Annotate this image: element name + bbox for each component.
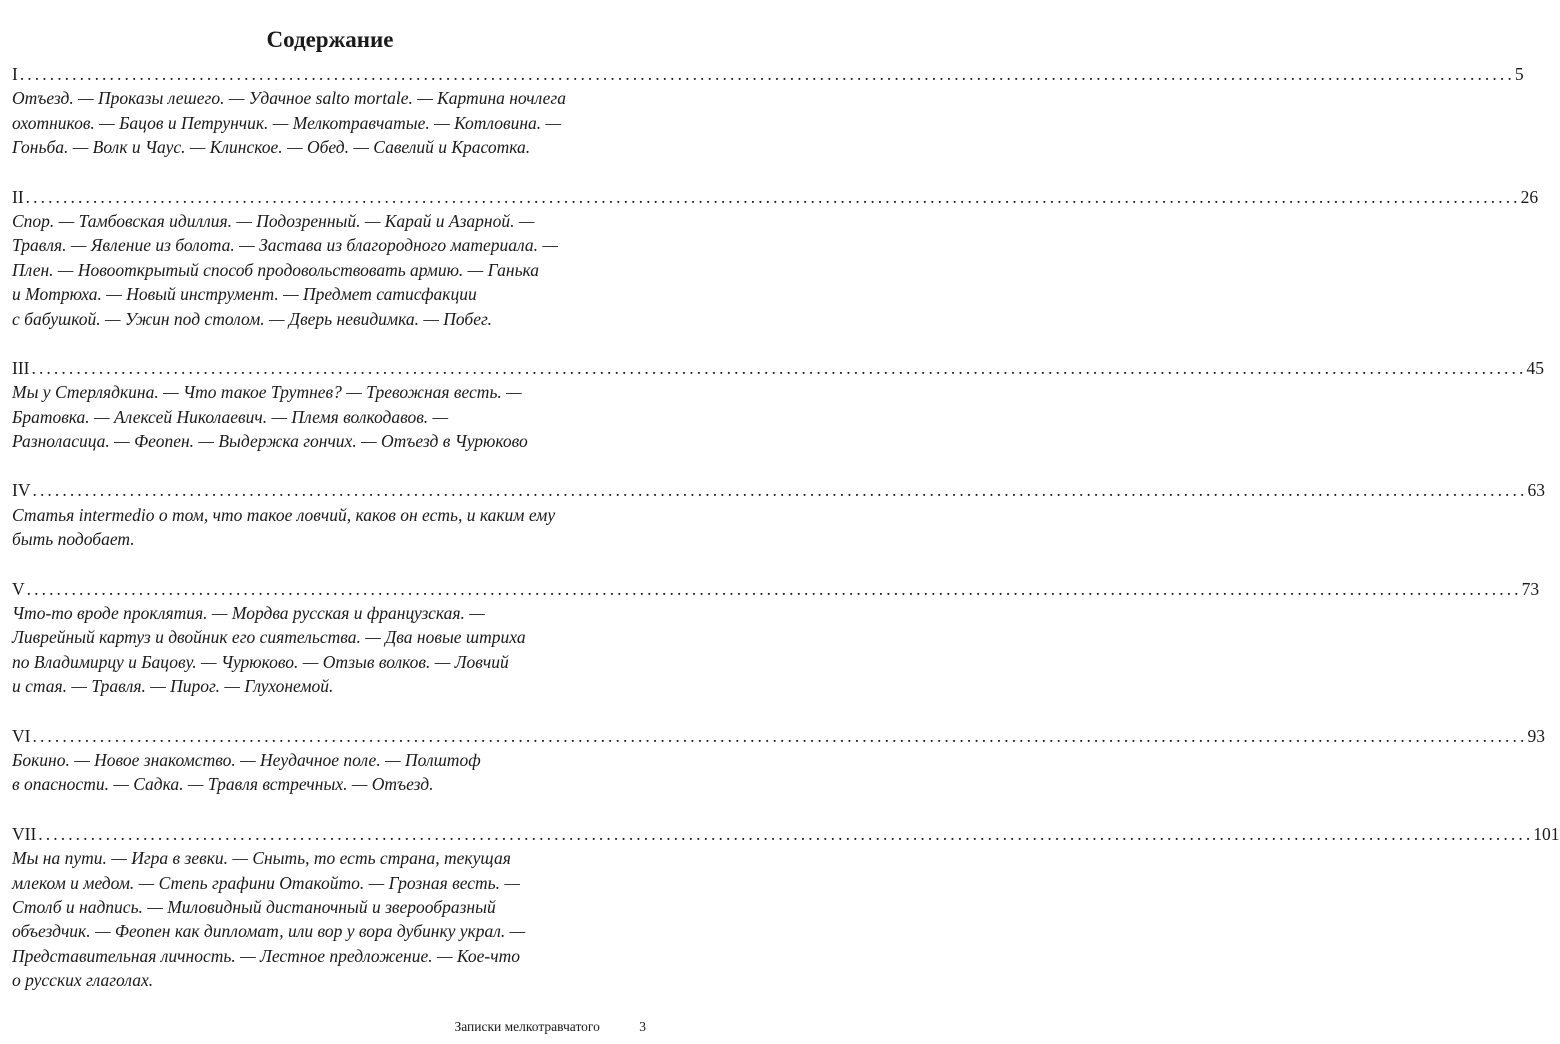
toc-entry-heading [12, 724, 1545, 748]
chapter-page-number: 63 [1527, 480, 1545, 501]
chapter-number: VI [12, 725, 31, 746]
toc-entry-heading [12, 62, 1524, 86]
dot-leader: ........................................................................................................................................................................................................ [38, 823, 1534, 844]
chapter-summary-line: млеком и медом. — Степь графини Отакойто. — Грозная весть. — [12, 872, 520, 893]
chapter-summary-line: о русских глаголах. [12, 970, 154, 991]
toc-entry [12, 478, 1545, 551]
page-title: Содержание [266, 27, 394, 53]
toc-entry [12, 577, 1540, 699]
toc-entry [12, 822, 1560, 993]
toc-entry [12, 185, 1539, 331]
chapter-summary-line: Мы на пути. — Игра в зевки. — Сныть, то есть страна, текущая [12, 848, 511, 869]
chapter-summary-line: Спор. — Тамбовская идиллия. — Подозренный. — Карай и Азарной. — [12, 210, 535, 231]
toc-entry-heading [12, 822, 1560, 846]
chapter-page-number: 45 [1526, 357, 1544, 378]
chapter-summary-line: Ливрейный картуз и двойник его сиятельства. — Два новые штриха [12, 627, 526, 648]
dot-leader: ........................................................................................................................................................................................................ [26, 578, 1522, 599]
page-footer [454, 1018, 646, 1036]
toc-entry [12, 724, 1545, 797]
chapter-summary-line: Братовка. — Алексей Николаевич. — Племя волкодавов. — [12, 406, 449, 427]
dot-leader: ........................................................................................................................................................................................................ [32, 480, 1528, 501]
chapter-number: IV [12, 480, 31, 501]
chapter-number: III [12, 357, 30, 378]
toc-entry [12, 62, 1524, 160]
toc-entry-heading [12, 478, 1545, 502]
chapter-summary-line: Плен. — Новооткрытый способ продовольствовать армию. — Ганька [12, 259, 540, 280]
chapter-summary-line: быть подобает. [12, 529, 135, 550]
chapter-page-number: 5 [1514, 64, 1524, 84]
chapter-number: I [12, 64, 18, 84]
running-title: Записки мелкотравчатого [454, 1019, 600, 1034]
dot-leader: ........................................................................................................................................................................................................ [31, 357, 1527, 378]
chapter-summary-line: Мы у Стерлядкина. — Что такое Трутнев? — Тревожная весть. — [12, 382, 522, 403]
chapter-summary-line: Что-то вроде проклятия. — Мордва русская и французская. — [12, 603, 485, 624]
chapter-page-number: 101 [1533, 823, 1560, 844]
chapter-summary-line: Отъезд. — Проказы лешего. — Удачное salto mortale. — Картина ночлега [12, 88, 566, 109]
table-of-contents [12, 62, 1560, 993]
chapter-number: V [12, 578, 25, 599]
chapter-summary-line: объездчик. — Феопен как дипломат, или вор у вора дубинку украл. — [12, 921, 526, 942]
chapter-page-number: 93 [1527, 725, 1545, 746]
chapter-summary-line: Разноласица. — Феопен. — Выдержка гончих. — Отъезд в Чурюково [12, 431, 528, 452]
toc-entry [12, 356, 1544, 454]
chapter-summary-line: Столб и надпись. — Миловидный дистаночный и зверообразный [12, 896, 496, 917]
toc-entry-heading [12, 577, 1540, 601]
chapter-summary-line: Статья intermedio о том, что такое ловчий, каков он есть, и каким ему [12, 504, 556, 525]
chapter-summary-line: Гоньба. — Волк и Чаус. — Клинское. — Обед. — Савелий и Красотка. [12, 137, 531, 158]
chapter-summary-line: и стая. — Травля. — Пирог. — Глухонемой. [12, 676, 334, 697]
chapter-summary-line: Бокино. — Новое знакомство. — Неудачное поле. — Полштоф [12, 749, 481, 770]
chapter-page-number: 26 [1520, 186, 1539, 207]
chapter-summary-line: и Мотрюха. — Новый инструмент. — Предмет сатисфакции [12, 284, 477, 305]
dot-leader: ........................................................................................................................................................................................................ [32, 725, 1528, 746]
chapter-page-number: 73 [1521, 578, 1540, 599]
chapter-number: II [12, 186, 24, 207]
chapter-summary-line: Травля. — Явление из болота. — Застава из благородного материала. — [12, 235, 558, 256]
toc-entry-heading [12, 356, 1544, 380]
dot-leader: ........................................................................................................................................................................................................ [19, 64, 1515, 84]
chapter-summary-line: в опасности. — Садка. — Травля встречных. — Отъезд. [12, 774, 434, 795]
chapter-summary-line: охотников. — Бацов и Петрунчик. — Мелкотравчатые. — Котловина. — [12, 112, 562, 133]
toc-entry-heading [12, 185, 1539, 209]
chapter-number: VII [12, 823, 37, 844]
chapter-summary-line: по Владимирцу и Бацову. — Чурюково. — Отзыв волков. — Ловчий [12, 651, 509, 672]
chapter-summary-line: с бабушкой. — Ужин под столом. — Дверь невидимка. — Побег. [12, 308, 492, 329]
chapter-summary-line: Представительная личность. — Лестное предложение. — Кое-что [12, 945, 520, 966]
dot-leader: ........................................................................................................................................................................................................ [25, 186, 1521, 207]
page-number: 3 [639, 1019, 646, 1034]
